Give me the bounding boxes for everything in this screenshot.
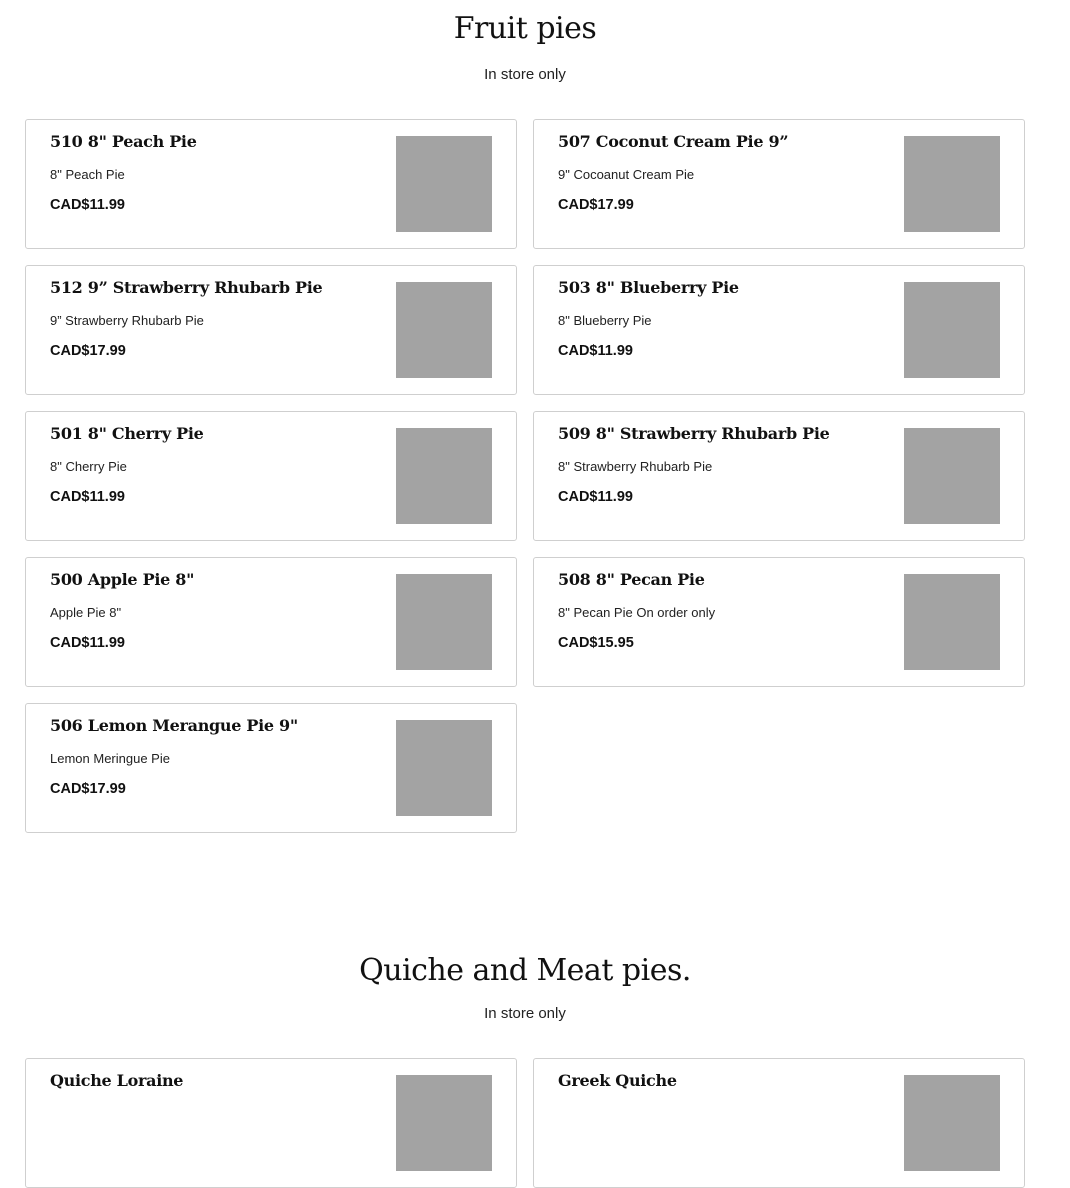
menu-item-title: 506 Lemon Merangue Pie 9" <box>50 716 298 735</box>
menu-item-title: 501 8" Cherry Pie <box>50 424 204 443</box>
menu-item-card[interactable] <box>25 119 517 249</box>
menu-item-card[interactable] <box>25 1058 517 1188</box>
menu-item-image-placeholder <box>904 282 1000 378</box>
menu-item-title: 508 8" Pecan Pie <box>558 570 705 589</box>
section-title-quiche-and-meat-pies: Quiche and Meat pies. <box>359 953 691 988</box>
menu-item-card[interactable] <box>533 557 1025 687</box>
menu-item-image-placeholder <box>396 282 492 378</box>
section-subtitle-fruit-pies: In store only <box>484 66 566 83</box>
menu-item-image-placeholder <box>396 574 492 670</box>
menu-item-description: 9” Strawberry Rhubarb Pie <box>50 313 204 328</box>
menu-item-title: Greek Quiche <box>558 1071 677 1090</box>
menu-item-price: CAD$11.99 <box>50 635 125 651</box>
menu-item-image-placeholder <box>904 136 1000 232</box>
menu-item-price: CAD$11.99 <box>558 343 633 359</box>
menu-item-image-placeholder <box>904 428 1000 524</box>
menu-item-title: 510 8" Peach Pie <box>50 132 197 151</box>
fruit-pies-grid <box>25 119 1025 833</box>
menu-item-image-placeholder <box>396 136 492 232</box>
menu-item-card[interactable] <box>25 265 517 395</box>
menu-item-card[interactable] <box>25 557 517 687</box>
quiche-and-meat-pies-grid <box>25 1058 1025 1188</box>
menu-item-description: Apple Pie 8" <box>50 605 122 620</box>
menu-item-card[interactable] <box>533 1058 1025 1188</box>
menu-item-description: 9" Cocoanut Cream Pie <box>558 167 695 182</box>
section-title-fruit-pies: Fruit pies <box>453 11 597 46</box>
menu-item-title: Quiche Loraine <box>50 1071 184 1090</box>
menu-item-price: CAD$15.95 <box>558 635 634 651</box>
menu-item-description: 8" Peach Pie <box>50 167 125 182</box>
menu-item-price: CAD$17.99 <box>50 343 126 359</box>
menu-item-description: 8" Pecan Pie On order only <box>558 605 716 620</box>
menu-item-title: 512 9” Strawberry Rhubarb Pie <box>50 278 323 297</box>
menu-item-price: CAD$17.99 <box>50 781 126 797</box>
menu-item-card[interactable] <box>25 703 517 833</box>
menu-item-image-placeholder <box>904 574 1000 670</box>
menu-item-image-placeholder <box>396 1075 492 1171</box>
menu-item-title: 507 Coconut Cream Pie 9” <box>558 132 789 151</box>
menu-item-description: 8" Blueberry Pie <box>558 313 652 328</box>
menu-item-description: 8" Strawberry Rhubarb Pie <box>558 459 713 474</box>
menu-item-description: Lemon Meringue Pie <box>50 751 170 766</box>
menu-item-card[interactable] <box>533 411 1025 541</box>
menu-item-image-placeholder <box>904 1075 1000 1171</box>
menu-item-card[interactable] <box>533 265 1025 395</box>
menu-item-image-placeholder <box>396 428 492 524</box>
menu-item-title: 509 8" Strawberry Rhubarb Pie <box>558 424 830 443</box>
menu-item-card[interactable] <box>25 411 517 541</box>
menu-item-price: CAD$11.99 <box>558 489 633 505</box>
menu-item-price: CAD$11.99 <box>50 197 125 213</box>
menu-item-price: CAD$17.99 <box>558 197 634 213</box>
menu-item-price: CAD$11.99 <box>50 489 125 505</box>
menu-item-title: 500 Apple Pie 8" <box>50 570 195 589</box>
section-subtitle-quiche-and-meat-pies: In store only <box>484 1005 566 1022</box>
menu-item-description: 8" Cherry Pie <box>50 459 127 474</box>
menu-item-card[interactable] <box>533 119 1025 249</box>
menu-item-title: 503 8" Blueberry Pie <box>558 278 739 297</box>
menu-item-image-placeholder <box>396 720 492 816</box>
